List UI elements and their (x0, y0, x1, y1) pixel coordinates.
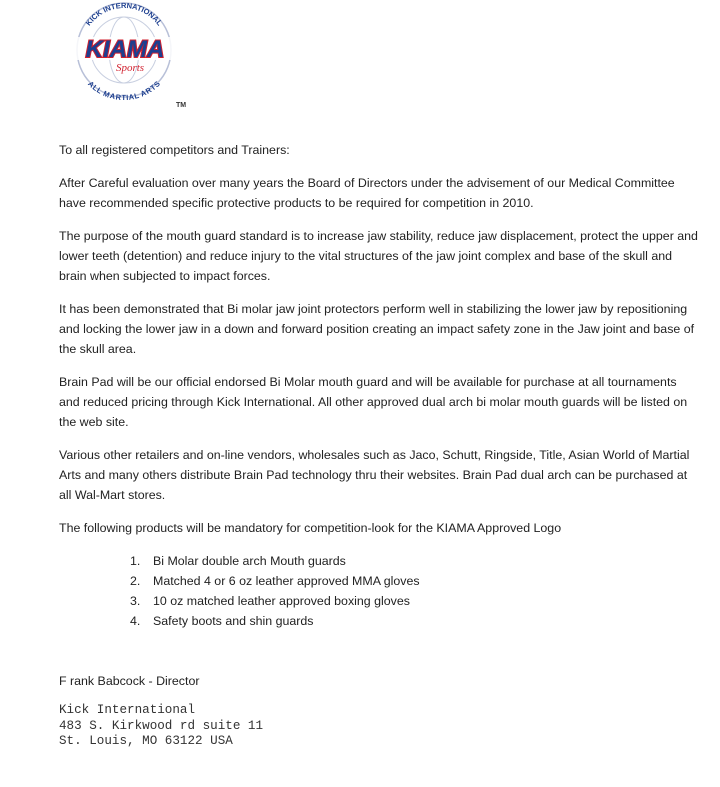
salutation: To all registered competitors and Trainers: (59, 143, 290, 157)
trademark: TM (176, 102, 187, 109)
svg-text:ALL MARTIAL ARTS: ALL MARTIAL ARTS (86, 79, 162, 100)
list-item: 2. Matched 4 or 6 oz leather approved MMA gloves (130, 574, 420, 588)
paragraph-1: After Careful evaluation over many years the Board of Directors under the advisement of our Medical Committee have recommended specific protective products to be required for competition in 2010. (59, 176, 675, 210)
address-line: St. Louis, MO 63122 USA (59, 734, 233, 748)
address-line: 483 S. Kirkwood rd suite 11 (59, 718, 264, 733)
svg-text:Sports: Sports (115, 62, 145, 74)
paragraph-3: It has been demonstrated that Bi molar jaw joint protectors perform well in stabilizing the lower jaw by repositioning and locking the lower jaw in a down and forward position creating an impact safety zone in the Jaw joint and base of the skull area. (59, 302, 695, 356)
list-item: 1. Bi Molar double arch Mouth guards (130, 554, 346, 568)
paragraph-4: Brain Pad will be our official endorsed Bi Molar mouth guard and will be available for purchase at all tournaments and reduced pricing through Kick International. All other approved dual arch bi molar mouth guards will be listed on the web site. (59, 375, 688, 429)
kiama-logo (62, 0, 187, 100)
svg-text:KICK INTERNATIONAL: KICK INTERNATIONAL (83, 0, 165, 28)
letterhead (0, 0, 720, 140)
letter-body (0, 140, 720, 760)
list-item: 3. 10 oz matched leather approved boxing gloves (130, 594, 410, 608)
mandatory-products-list (130, 551, 700, 631)
paragraph-5: Various other retailers and on-line vendors, wholesales such as Jaco, Schutt, Ringside, Title, Asian World of Martial Arts and many others distribute Brain Pad technology thru their websites. Brain Pad dual arch can be purchased at all Wal-Mart stores. (59, 448, 690, 502)
address-block (59, 703, 700, 750)
paragraph-6: The following products will be mandatory for competition-look for the KIAMA Approved Logo (59, 521, 562, 535)
address-line: Kick International (59, 703, 196, 717)
signature: F rank Babcock - Director (59, 674, 200, 688)
svg-text:KIAMA: KIAMA (85, 36, 165, 63)
list-item: 4. Safety boots and shin guards (130, 614, 314, 628)
paragraph-2: The purpose of the mouth guard standard is to increase jaw stability, reduce jaw displacement, protect the upper and lower teeth (detention) and reduce injury to the vital structures of the jaw joint complex and base of the skull and brain when subjected to impact forces. (59, 229, 698, 283)
